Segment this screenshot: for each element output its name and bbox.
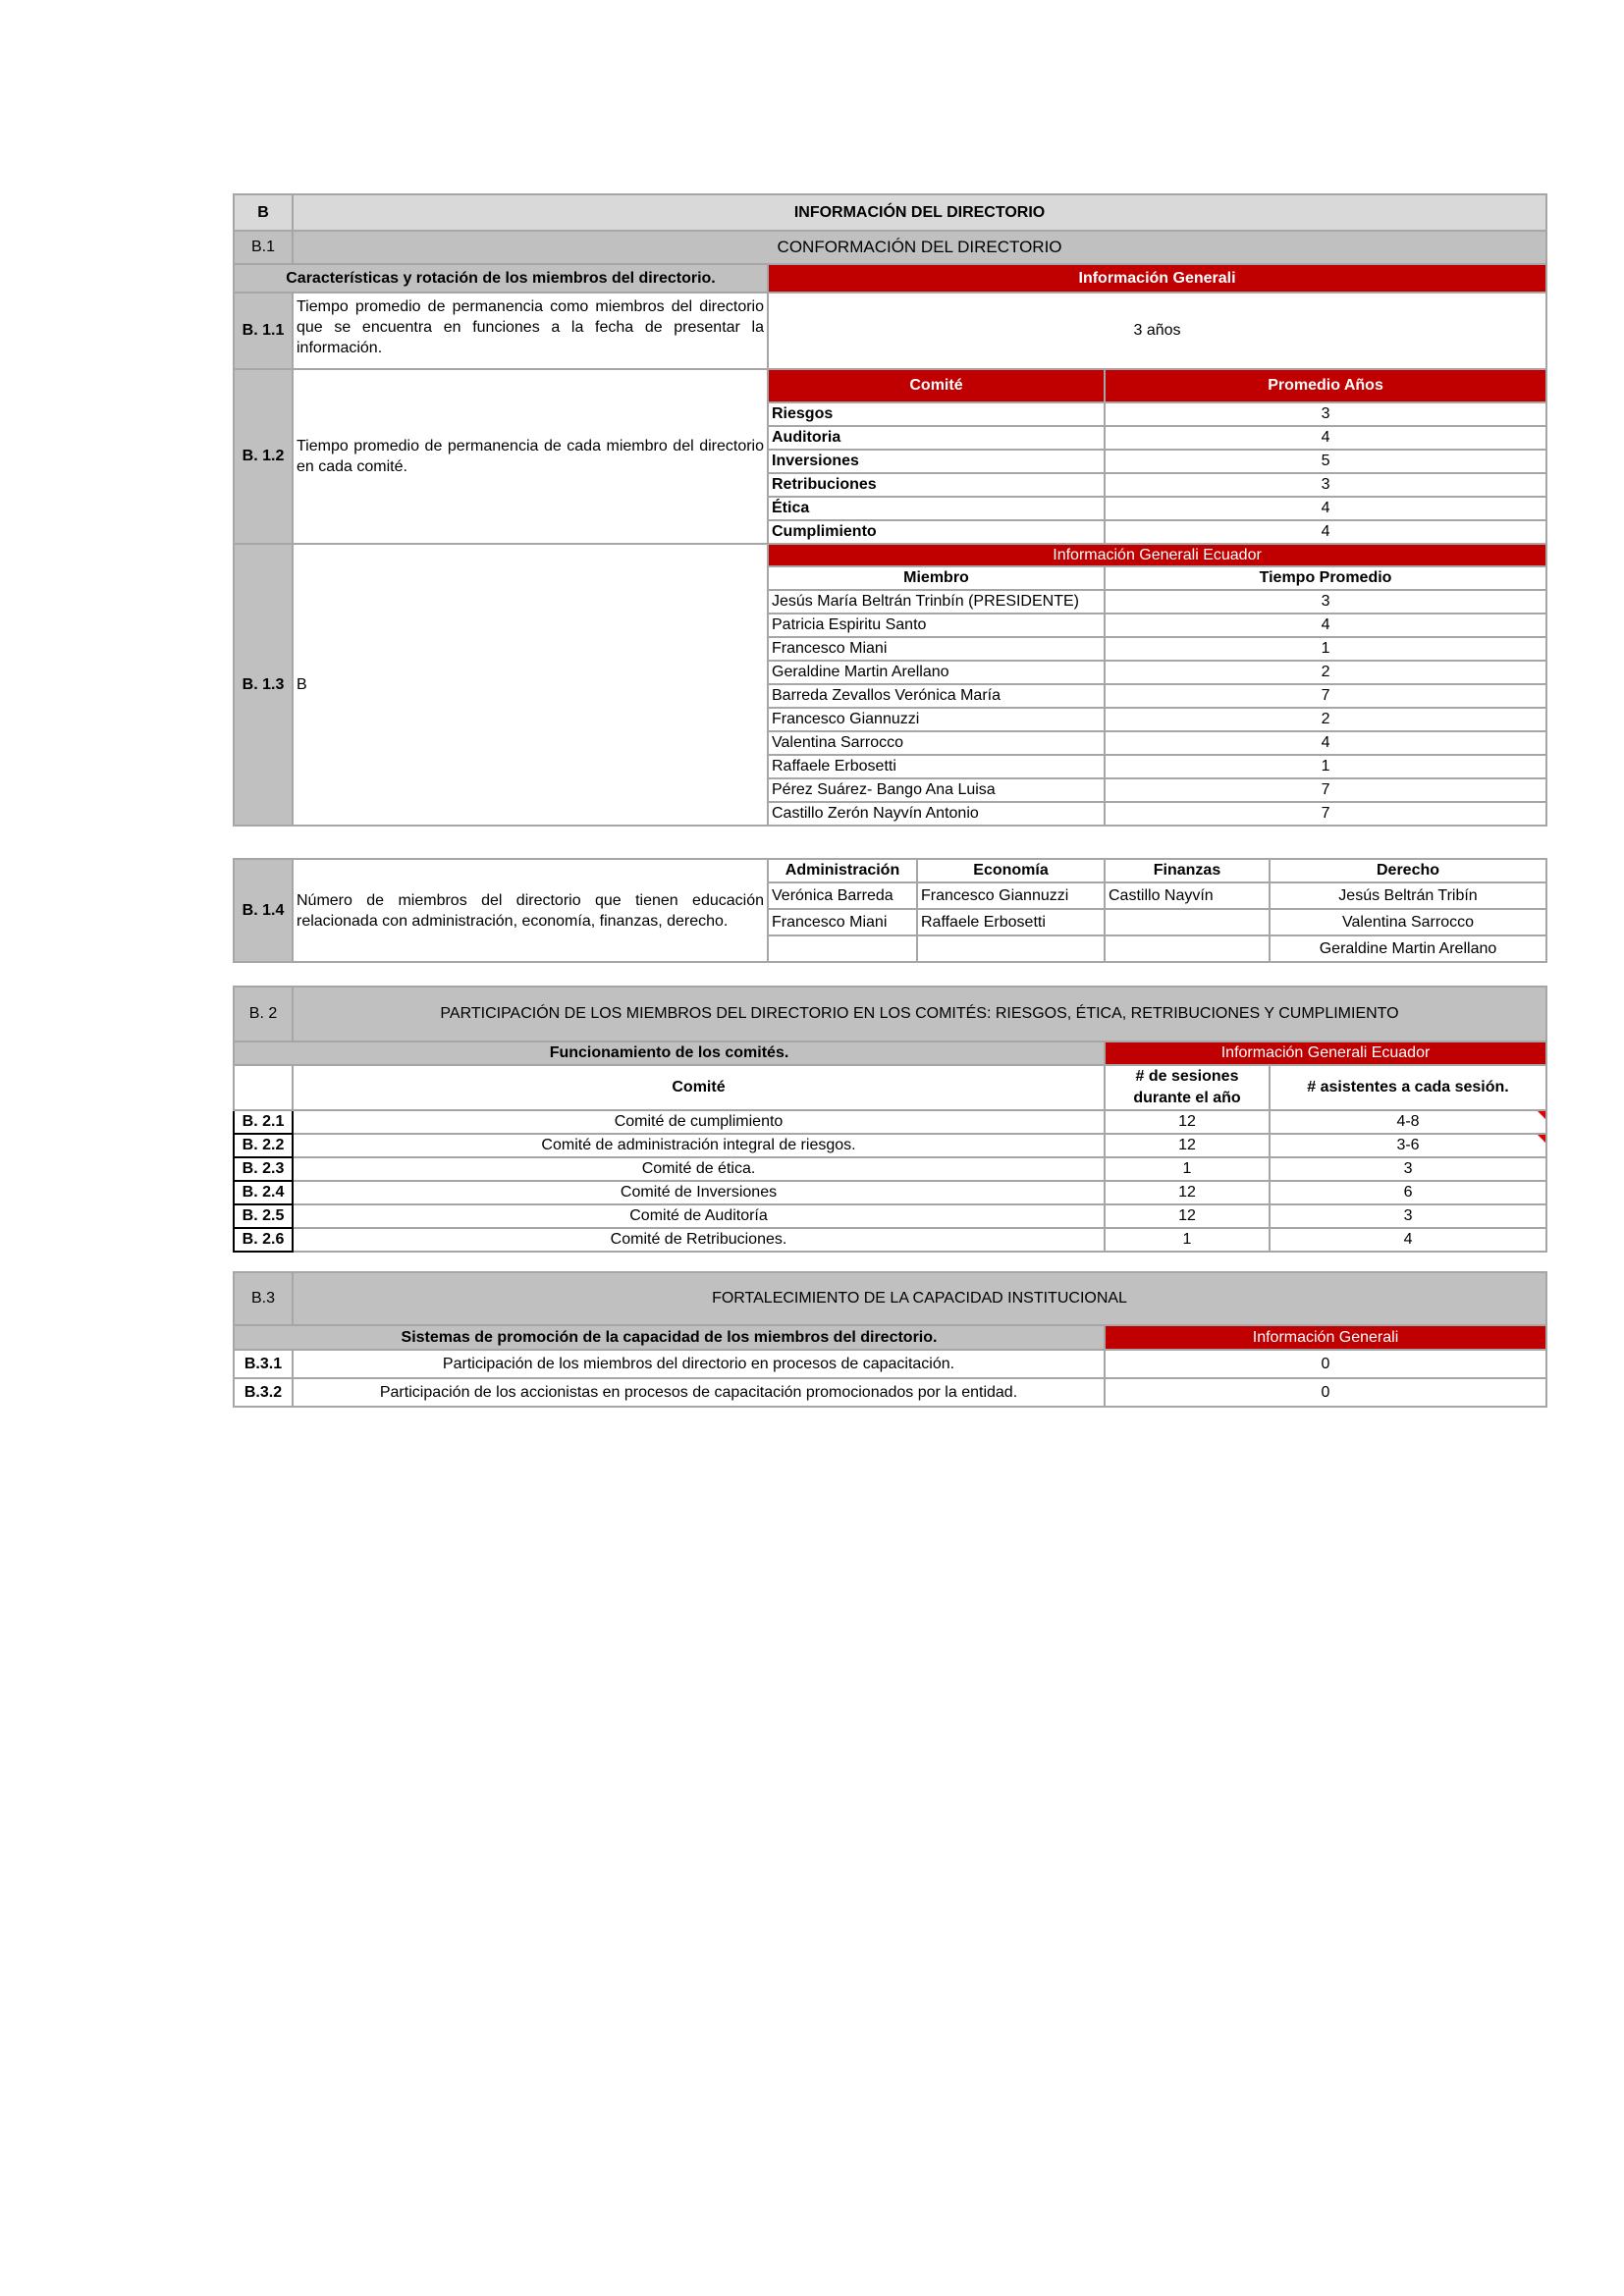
b2-row-code: B. 2.6 [234,1228,293,1252]
b3-row-code: B.3.2 [234,1378,293,1407]
b12-committee: Ética [768,497,1105,520]
b14-table [233,858,1547,963]
b14-cell: Castillo Nayvín [1105,882,1270,909]
b2-row-sessions: 12 [1105,1181,1270,1204]
b2-col-sessions [1105,1065,1270,1110]
b2-info-header: Información Generali Ecuador [1105,1041,1546,1065]
b2-col-attendees: # asistentes a cada sesión. [1270,1065,1546,1110]
section-b2-table [233,986,1547,1253]
b2-row-sessions: 1 [1105,1228,1270,1252]
b13-time: 7 [1105,802,1546,826]
row-code-b11: B. 1.1 [234,293,293,369]
section-b2-code: B. 2 [234,987,293,1041]
b14-col-economia: Economía [917,859,1105,882]
b2-row-committee: Comité de ética. [293,1157,1105,1181]
b2-row-code: B. 2.1 [234,1110,293,1134]
b2-row-committee: Comité de Retribuciones. [293,1228,1105,1252]
row-code-b14: B. 1.4 [234,859,293,962]
section-title: INFORMACIÓN DEL DIRECTORIO [293,194,1546,231]
subsection-code: B.1 [234,231,293,264]
b13-time: 1 [1105,755,1546,778]
b13-time: 2 [1105,661,1546,684]
b14-cell [1105,909,1270,935]
b14-col-finanzas: Finanzas [1105,859,1270,882]
b14-description: Número de miembros del directorio que tienen educación relacionada con administración, economía, finanzas, derecho. [293,859,768,962]
b14-cell [768,935,917,962]
section-b3-title: FORTALECIMIENTO DE LA CAPACIDAD INSTITUCIONAL [293,1272,1546,1325]
b12-committee: Riesgos [768,402,1105,426]
b13-time: 3 [1105,590,1546,614]
b11-value: 3 años [768,293,1546,369]
b2-row-attendees: 3 [1270,1204,1546,1228]
b14-cell: Francesco Miani [768,909,917,935]
b13-time: 4 [1105,614,1546,637]
b3-row-value: 0 [1105,1378,1546,1407]
b12-committee: Auditoria [768,426,1105,450]
b2-row-committee: Comité de cumplimiento [293,1110,1105,1134]
b13-member: Francesco Giannuzzi [768,708,1105,731]
b13-time: 4 [1105,731,1546,755]
b13-member: Barreda Zevallos Verónica María [768,684,1105,708]
b12-description: Tiempo promedio de permanencia de cada miembro del directorio en cada comité. [293,369,768,544]
characteristics-header: Características y rotación de los miembros del directorio. [234,264,768,293]
b13-time: 2 [1105,708,1546,731]
b13-col-time: Tiempo Promedio [1105,566,1546,590]
systems-header: Sistemas de promoción de la capacidad de los miembros del directorio. [234,1325,1105,1350]
section-b-table [233,193,1547,827]
section-b2-title: PARTICIPACIÓN DE LOS MIEMBROS DEL DIRECTORIO EN LOS COMITÉS: RIESGOS, ÉTICA, RETRIBUCIONES Y CUMPLIMIENTO [293,987,1546,1041]
b12-col-committee: Comité [768,369,1105,402]
b2-row-attendees: 3 [1270,1157,1546,1181]
b2-row-attendees: 4-8 [1270,1110,1546,1134]
b2-col-sessions-line1: # de sesiones [1135,1068,1239,1085]
b12-years: 4 [1105,497,1546,520]
b14-cell: Valentina Sarrocco [1270,909,1546,935]
row-code-b12: B. 1.2 [234,369,293,544]
b2-row-code: B. 2.2 [234,1134,293,1157]
b2-col-sessions-line2: durante el año [1133,1090,1241,1106]
section-b3-table [233,1271,1547,1408]
b14-col-derecho: Derecho [1270,859,1546,882]
functioning-header: Funcionamiento de los comités. [234,1041,1105,1065]
b2-row-attendees: 4 [1270,1228,1546,1252]
b13-col-member: Miembro [768,566,1105,590]
b14-cell: Jesús Beltrán Tribín [1270,882,1546,909]
b13-time: 7 [1105,778,1546,802]
b13-member: Raffaele Erbosetti [768,755,1105,778]
b14-cell [1105,935,1270,962]
b12-years: 3 [1105,473,1546,497]
b13-member: Geraldine Martin Arellano [768,661,1105,684]
b12-years: 5 [1105,450,1546,473]
b2-row-sessions: 12 [1105,1134,1270,1157]
b2-row-attendees: 6 [1270,1181,1546,1204]
b2-row-sessions: 12 [1105,1110,1270,1134]
b14-cell: Verónica Barreda [768,882,917,909]
b2-row-attendees: 3-6 [1270,1134,1546,1157]
b14-cell: Francesco Giannuzzi [917,882,1105,909]
b12-committee: Cumplimiento [768,520,1105,544]
b13-header: Información Generali Ecuador [768,544,1546,566]
b2-empty-cell [234,1065,293,1110]
b13-member: Francesco Miani [768,637,1105,661]
b12-years: 4 [1105,426,1546,450]
b12-committee: Retribuciones [768,473,1105,497]
info-general-header: Información Generali [768,264,1546,293]
b14-cell [917,935,1105,962]
b2-row-committee: Comité de Inversiones [293,1181,1105,1204]
section-code: B [234,194,293,231]
subsection-title: CONFORMACIÓN DEL DIRECTORIO [293,231,1546,264]
b11-description: Tiempo promedio de permanencia como miembros del directorio que se encuentra en funciones a la fecha de presentar la información. [293,293,768,369]
b13-member: Jesús María Beltrán Trinbín (PRESIDENTE) [768,590,1105,614]
b12-years: 4 [1105,520,1546,544]
b12-col-years: Promedio Años [1105,369,1546,402]
b2-row-committee: Comité de administración integral de riesgos. [293,1134,1105,1157]
b2-col-committee: Comité [293,1065,1105,1110]
b3-row-code: B.3.1 [234,1350,293,1378]
b2-row-committee: Comité de Auditoría [293,1204,1105,1228]
b13-time: 7 [1105,684,1546,708]
b3-info-header: Información Generali [1105,1325,1546,1350]
b2-row-code: B. 2.3 [234,1157,293,1181]
b14-col-administracion: Administración [768,859,917,882]
b3-row-description: Participación de los accionistas en procesos de capacitación promocionados por la entidad. [293,1378,1105,1407]
b13-member: Patricia Espiritu Santo [768,614,1105,637]
b13-time: 1 [1105,637,1546,661]
row-code-b13: B. 1.3 [234,544,293,826]
b13-member: Valentina Sarrocco [768,731,1105,755]
b12-committee: Inversiones [768,450,1105,473]
section-b3-code: B.3 [234,1272,293,1325]
b13-member: Castillo Zerón Nayvín Antonio [768,802,1105,826]
b13-description: B [293,544,768,826]
b3-row-value: 0 [1105,1350,1546,1378]
b12-years: 3 [1105,402,1546,426]
b13-member: Pérez Suárez- Bango Ana Luisa [768,778,1105,802]
b2-row-code: B. 2.4 [234,1181,293,1204]
b2-row-sessions: 1 [1105,1157,1270,1181]
b14-cell: Geraldine Martin Arellano [1270,935,1546,962]
b2-row-code: B. 2.5 [234,1204,293,1228]
b3-row-description: Participación de los miembros del directorio en procesos de capacitación. [293,1350,1105,1378]
b2-row-sessions: 12 [1105,1204,1270,1228]
b14-cell: Raffaele Erbosetti [917,909,1105,935]
